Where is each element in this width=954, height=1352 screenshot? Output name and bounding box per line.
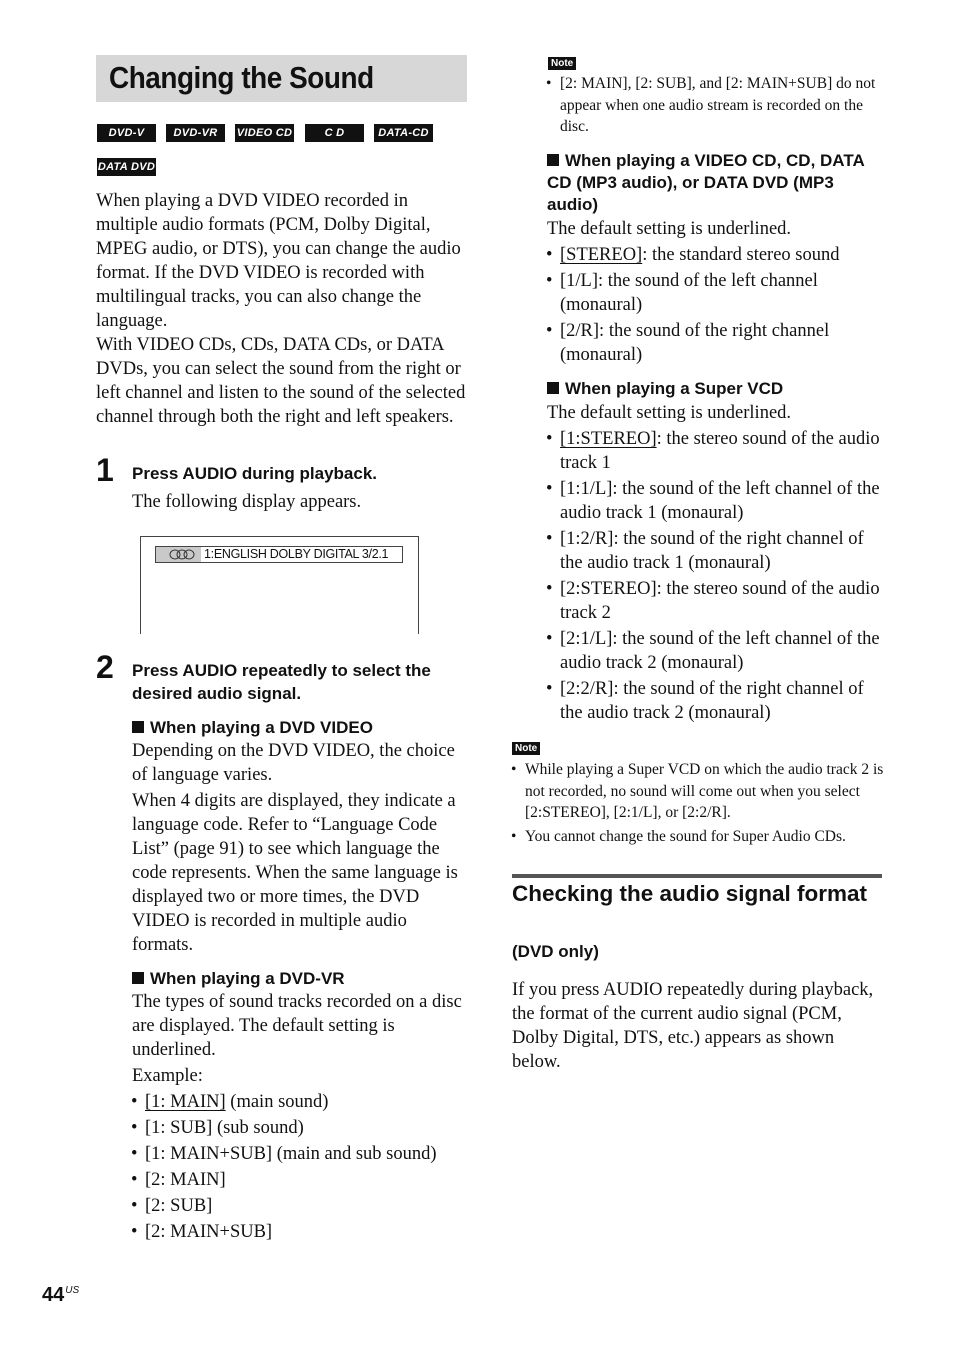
list-item: • [1:STEREO]: the stereo sound of the audio track 1 [546,427,886,475]
section-title: Checking the audio signal format [512,881,868,906]
badge-data-dvd: DATA DVD [97,158,156,176]
badge-data-cd: DATA-CD [374,124,433,142]
list-item: • [2:STEREO]: the stereo sound of the audio track 2 [546,577,886,625]
intro-paragraph-2: With VIDEO CDs, CDs, DATA CDs, or DATA DVDs, you can select the sound from the right or left channel and listen to the sound of the selected channel through both the right and left speakers. [96,335,466,427]
dvd-vr-paragraph: The types of sound tracks recorded on a disc are displayed. The default setting is underlined. [132,992,462,1060]
list-item: • While playing a Super VCD on which the audio track 2 is not recorded, no sound will come out when you select [2:STEREO], [2:1/L], or [2:2/R]. [511,759,886,824]
page-title: Changing the Sound [109,60,374,95]
vcd-heading: When playing a VIDEO CD, CD, DATA CD (MP3 audio), or DATA DVD (MP3 audio) [547,151,865,214]
list-item: • [2: SUB] [131,1194,471,1218]
dvd-vr-list [131,1090,471,1244]
list-item: • [1: SUB] (sub sound) [131,1116,471,1140]
square-bullet-icon [132,972,144,984]
svcd-list [546,427,886,725]
note-label: Note [548,57,576,70]
list-item: • [2: MAIN] [131,1168,471,1192]
audio-disc-icon [156,547,201,562]
dvd-vr-heading: When playing a DVD-VR [132,968,345,990]
list-item: • [2:2/R]: the sound of the right channel of the audio track 2 (monaural) [546,677,886,725]
square-bullet-icon [547,154,559,166]
list-item: • [1/L]: the sound of the left channel (monaural) [546,269,886,317]
list-item: • [STEREO]: the standard stereo sound [546,243,886,267]
badge-dvd-v: DVD-V [97,124,156,142]
square-bullet-icon [547,382,559,394]
step-1-subtext: The following display appears. [132,492,362,512]
step-1-number: 1 [96,452,114,488]
vcd-default-note: The default setting is underlined. [547,219,792,239]
step-2-number: 2 [96,649,114,685]
dvd-video-paragraph-1: Depending on the DVD VIDEO, the choice of language varies. [132,741,455,785]
dvd-video-paragraph-2: When 4 digits are displayed, they indicate a language code. Refer to “Language Code List” (page 91) to see which language the code represents. When the same language is displayed two or more times, the DVD VIDEO is recorded in multiple audio formats. [132,791,458,955]
note-1-list [546,73,886,138]
step-2-text: Press AUDIO repeatedly to select the desired audio signal. [132,661,431,703]
dvd-vr-example-label: Example: [132,1066,203,1086]
list-item: • [1:1/L]: the sound of the left channel of the audio track 1 (monaural) [546,477,886,525]
section-body: If you press AUDIO repeatedly during playback, the format of the current audio signal (PCM, Dolby Digital, DTS, etc.) appears as shown below. [512,980,874,1072]
badge-dvd-vr: DVD-VR [166,124,225,142]
page-number: $44^{US}$ [42,1284,80,1306]
list-item: • You cannot change the sound for Super Audio CDs. [511,826,886,848]
list-item: • [1: MAIN+SUB] (main and sub sound) [131,1142,471,1166]
osd-audio-bar [155,546,403,563]
svcd-default-note: The default setting is underlined. [547,403,792,423]
list-item: • [2: MAIN+SUB] [131,1220,471,1244]
svcd-heading: When playing a Super VCD [547,378,783,400]
dvd-video-heading: When playing a DVD VIDEO [132,717,373,739]
note-2-list [511,759,886,847]
list-item: • [1: MAIN] (main sound) [131,1090,471,1114]
section-subtitle: (DVD only) [512,942,599,961]
list-item: • [2: MAIN], [2: SUB], and [2: MAIN+SUB] do not appear when one audio stream is recorded on the disc. [546,73,886,138]
intro-paragraph-1: When playing a DVD VIDEO recorded in multiple audio formats (PCM, Dolby Digital, MPEG audio, or DTS), you can change the audio format. If the DVD VIDEO is recorded with multilingual tracks, you can also change the language. [96,191,461,331]
list-item: • [2/R]: the sound of the right channel (monaural) [546,319,886,367]
square-bullet-icon [132,721,144,733]
badge-cd: C D [305,124,364,142]
section-divider [512,874,882,878]
osd-display [140,536,419,634]
badge-video-cd: VIDEO CD [235,124,294,142]
list-item: • [2:1/L]: the sound of the left channel of the audio track 2 (monaural) [546,627,886,675]
title-bar [96,55,467,102]
note-label: Note [512,742,540,755]
step-1-text: Press AUDIO during playback. [132,464,377,483]
vcd-list [546,243,886,367]
list-item: • [1:2/R]: the sound of the right channel of the audio track 1 (monaural) [546,527,886,575]
osd-audio-text: 1:ENGLISH DOLBY DIGITAL 3/2.1 [204,547,389,561]
